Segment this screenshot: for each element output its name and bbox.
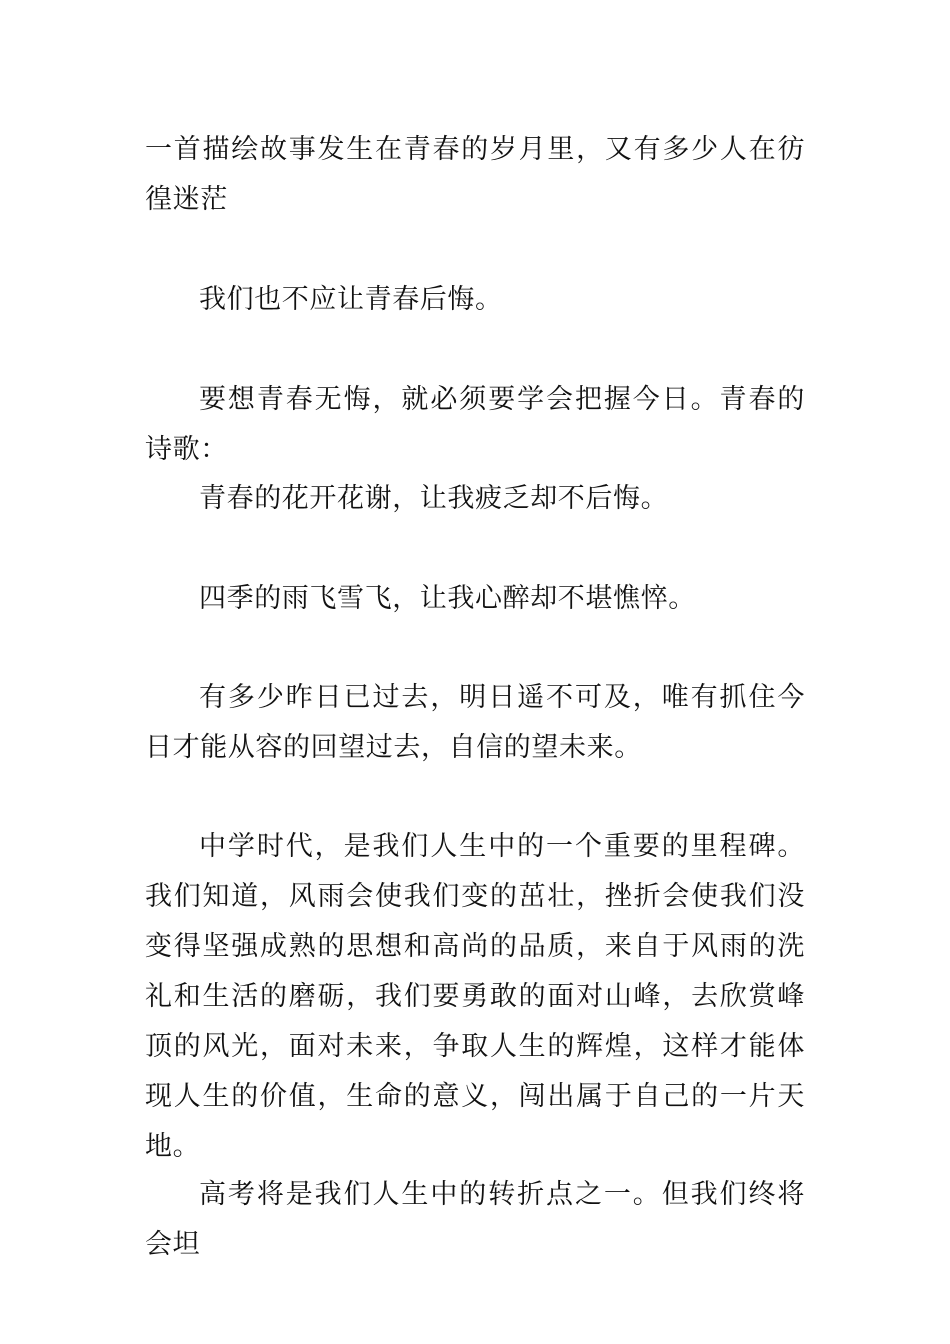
paragraph-4: 青春的花开花谢，让我疲乏却不后悔。 [199, 483, 669, 514]
paragraph-1: 一首描绘故事发生在青春的岁月里，又有多少人在彷徨迷茫 [145, 134, 805, 215]
paragraph-2: 我们也不应让青春后悔。 [199, 284, 503, 315]
paragraph-7: 中学时代，是我们人生中的一个重要的里程碑。我们知道，风雨会使我们变的茁壮，挫折会使我们没变得坚强成熟的思想和高尚的品质，来自于风雨的洗礼和生活的磨砺，我们要勇敢的面对山峰，去欣赏峰顶的风光，面对未来，争取人生的辉煌，这样才能体现人生的价值，生命的意义，闯出属于自己的一片天地。 [145, 831, 805, 1162]
paragraph-8: 高考将是我们人生中的转折点之一。但我们终将会坦 [145, 1179, 805, 1260]
paragraph-5: 四季的雨飞雪飞，让我心醉却不堪憔悴。 [199, 583, 696, 614]
paragraph-3: 要想青春无悔，就必须要学会把握今日。青春的诗歌： [145, 384, 805, 465]
paragraph-6: 有多少昨日已过去，明日遥不可及，唯有抓住今日才能从容的回望过去，自信的望未来。 [145, 682, 805, 763]
